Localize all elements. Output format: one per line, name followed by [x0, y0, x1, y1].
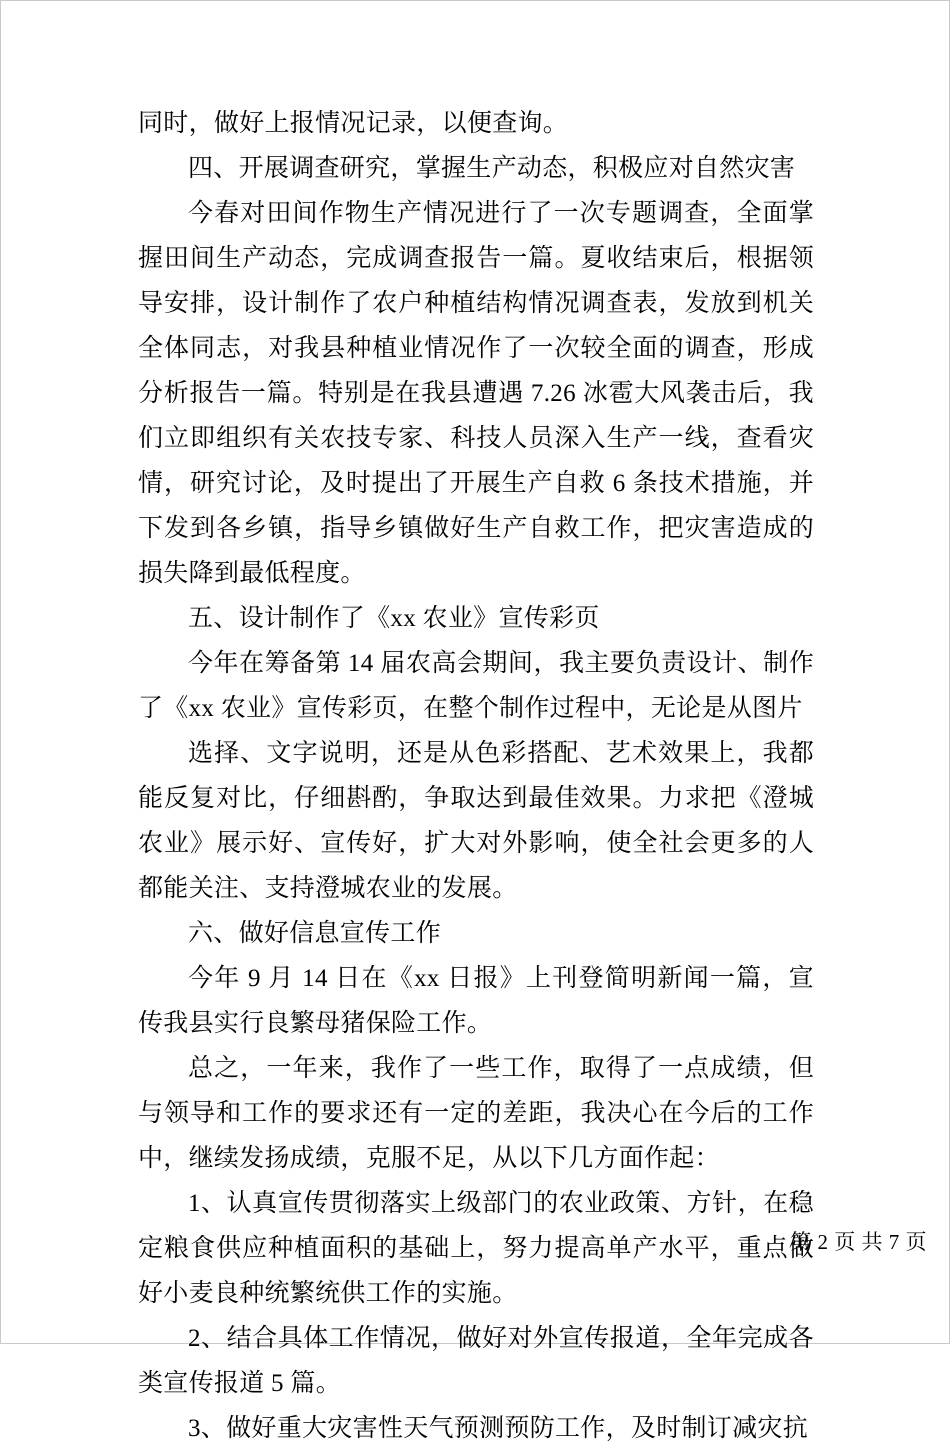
paragraph: 同时，做好上报情况记录，以便查询。: [138, 110, 569, 137]
paragraph: 今年 9 月 14 日在《xx 日报》上刊登简明新闻一篇，宣传我县实行良繁母猪保险工作。: [138, 965, 814, 1037]
document-body: [138, 101, 814, 1451]
paragraph: 今年在筹备第 14 届农高会期间，我主要负责设计、制作了《xx 农业》宣传彩页，在整个制作过程中，无论是从图片: [138, 650, 814, 722]
page-number-footer: 第 2 页 共 7 页: [790, 1230, 927, 1254]
paragraph: 选择、文字说明，还是从色彩搭配、艺术效果上，我都能反复对比，仔细斟酌，争取达到最佳效果。力求把《澄城农业》展示好、宣传好，扩大对外影响，使全社会更多的人都能关注、支持澄城农业的发展。: [138, 740, 814, 902]
paragraph: 今春对田间作物生产情况进行了一次专题调查，全面掌握田间生产动态，完成调查报告一篇。夏收结束后，根据领导安排，设计制作了农户种植结构情况调查表，发放到机关全体同志，对我县种植业情况作了一次较全面的调查，形成分析报告一篇。特别是在我县遭遇 7.26 冰雹大风袭击后，我们立即组织有关农技专家、科技人员深入生产一线，查看灾情，研究讨论，及时提出了开展生产自救 6 条技术措施，并下发到各乡镇，指导乡镇做好生产自救工作，把灾害造成的损失降到最低程度。: [138, 200, 814, 587]
paragraph: 总之，一年来，我作了一些工作，取得了一点成绩，但与领导和工作的要求还有一定的差距，我决心在今后的工作中，继续发扬成绩，克服不足，从以下几方面作起：: [138, 1055, 814, 1172]
section-heading-six: 六、做好信息宣传工作: [188, 920, 442, 947]
list-item: 3、做好重大灾害性天气预测预防工作，及时制订减灾抗: [188, 1415, 809, 1442]
list-item: 1、认真宣传贯彻落实上级部门的农业政策、方针，在稳定粮食供应种植面积的基础上，努力提高单产水平，重点做好小麦良种统繁统供工作的实施。: [138, 1190, 814, 1307]
section-heading-four: 四、开展调查研究，掌握生产动态，积极应对自然灾害: [188, 155, 796, 182]
section-heading-five: 五、设计制作了《xx 农业》宣传彩页: [188, 605, 600, 632]
list-item: 2、结合具体工作情况，做好对外宣传报道，全年完成各类宣传报道 5 篇。: [138, 1325, 814, 1397]
